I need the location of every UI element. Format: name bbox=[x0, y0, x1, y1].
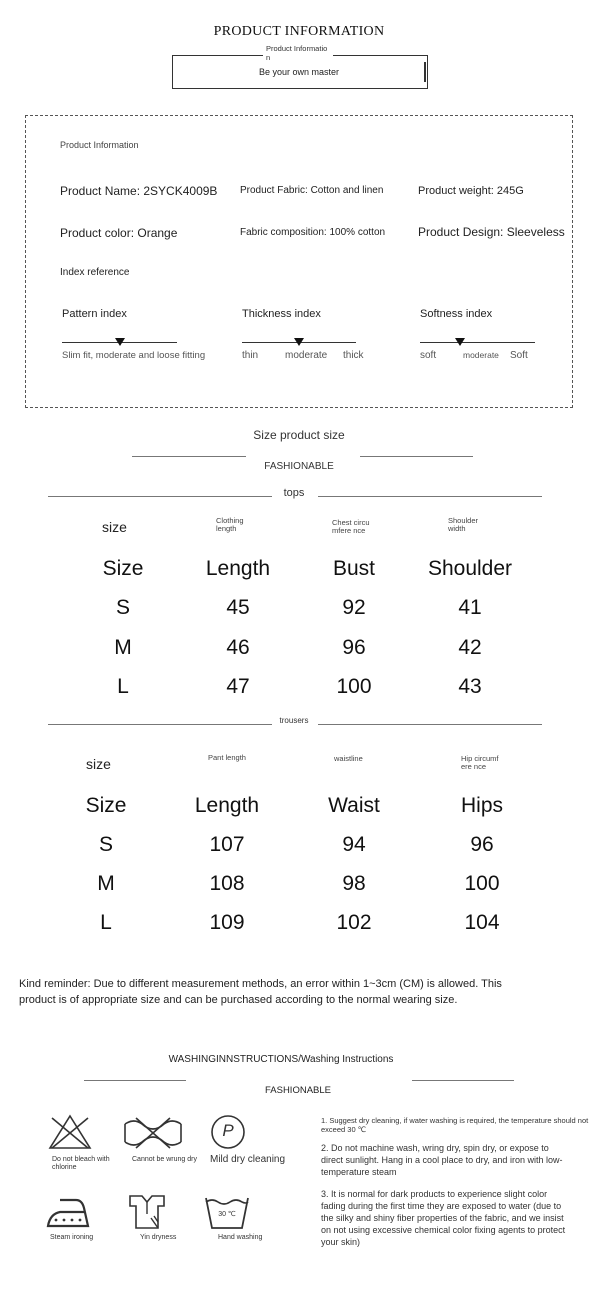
tops-label: tops bbox=[283, 487, 305, 499]
trousers-cell: 96 bbox=[470, 833, 494, 856]
trousers-cell: L bbox=[100, 911, 112, 934]
dry-clean-symbol: P bbox=[222, 1121, 234, 1140]
kind-reminder: Kind reminder: Due to different measurement methods, an error within 1~3cm (CM) is allowed. This product is of appropriate size and can be purchased according to the normal wearing size. bbox=[19, 978, 502, 1006]
product-color: Product color: Orange bbox=[60, 226, 178, 240]
tops-header-shoulder: Shoulder bbox=[427, 557, 513, 580]
washing-divider-left bbox=[84, 1080, 186, 1081]
softness-label-moderate: moderate bbox=[463, 350, 499, 360]
trousers-divider-left bbox=[48, 724, 272, 725]
product-info-box bbox=[25, 115, 573, 408]
size-divider-left bbox=[132, 456, 246, 457]
hand-wash-label: Hand washing bbox=[218, 1234, 263, 1241]
tops-cell: 100 bbox=[336, 675, 372, 698]
trousers-small-header-size: size bbox=[86, 756, 111, 772]
tops-cell: M bbox=[114, 636, 132, 659]
tops-cell: 45 bbox=[226, 596, 250, 619]
washing-subtitle: FASHIONABLE bbox=[265, 1085, 331, 1096]
pattern-index-label: Slim fit, moderate and loose fitting bbox=[62, 350, 206, 361]
trousers-cell: M bbox=[97, 872, 115, 895]
trousers-small-header-waist: waistline bbox=[334, 754, 363, 763]
trousers-cell: 94 bbox=[342, 833, 366, 856]
steam-iron-label: Steam ironing bbox=[50, 1234, 94, 1241]
thickness-index-marker bbox=[294, 338, 304, 346]
trousers-cell: 108 bbox=[209, 872, 245, 895]
trousers-cell: 102 bbox=[336, 911, 372, 934]
softness-label-soft-2: Soft bbox=[510, 350, 528, 361]
tops-cell: 47 bbox=[226, 675, 250, 698]
washing-divider-right bbox=[412, 1080, 514, 1081]
tops-cell: 42 bbox=[458, 636, 482, 659]
shade-dry-icon bbox=[128, 1194, 166, 1235]
thickness-index-title: Thickness index bbox=[242, 308, 321, 320]
washing-note-3: 3. It is normal for dark products to experience slight color fading during the first time they are exposed to water (due to the silky and shiny fiber properties of the fabric, and we insist on not using excessive chemical color fixing agents to protect your skin) bbox=[321, 1189, 566, 1247]
tops-cell: S bbox=[115, 596, 130, 619]
thickness-label-thick: thick bbox=[343, 350, 364, 361]
tops-small-header-length: Clothing length bbox=[216, 516, 244, 533]
no-wring-icon bbox=[122, 1116, 184, 1155]
product-design: Product Design: Sleeveless bbox=[418, 225, 565, 239]
hand-wash-temp: 30 ℃ bbox=[218, 1211, 236, 1218]
shade-dry-label: Yin dryness bbox=[140, 1234, 177, 1241]
page-title: PRODUCT INFORMATION bbox=[213, 24, 385, 39]
tops-small-header-size: size bbox=[102, 519, 127, 535]
product-name: Product Name: 2SYCK4009B bbox=[60, 184, 218, 198]
index-reference-label: Index reference bbox=[60, 267, 130, 278]
header-box-tab-text: Product Informatio n bbox=[266, 44, 328, 62]
size-section-subtitle: FASHIONABLE bbox=[264, 461, 334, 472]
tops-header-size: Size bbox=[102, 557, 144, 580]
washing-title: WASHINGINNSTRUCTIONS/Washing Instructions bbox=[168, 1054, 394, 1065]
trousers-small-header-length: Pant length bbox=[208, 753, 246, 762]
dry-clean-label: Mild dry cleaning bbox=[210, 1154, 286, 1165]
pattern-index-title: Pattern index bbox=[62, 308, 127, 320]
trousers-cell: 109 bbox=[209, 911, 245, 934]
tops-header-length: Length bbox=[205, 557, 271, 580]
size-divider-right bbox=[360, 456, 473, 457]
softness-index-scale bbox=[420, 342, 535, 343]
trousers-header-waist: Waist bbox=[328, 794, 380, 817]
washing-note-1: 1. Suggest dry cleaning, if water washing is required, the temperature should not exceed 30 ℃ bbox=[321, 1116, 589, 1134]
tops-cell: 46 bbox=[226, 636, 250, 659]
header-box-text: Be your own master bbox=[258, 67, 340, 77]
thickness-label-thin: thin bbox=[242, 350, 259, 361]
trousers-cell: S bbox=[98, 833, 113, 856]
tops-cell: 96 bbox=[342, 636, 366, 659]
softness-label-soft: soft bbox=[420, 350, 437, 361]
tops-divider-right bbox=[318, 496, 542, 497]
trousers-cell: 104 bbox=[464, 911, 500, 934]
tops-cell: 43 bbox=[458, 675, 482, 698]
steam-iron-icon bbox=[46, 1194, 92, 1235]
tops-cell: 92 bbox=[342, 596, 366, 619]
trousers-label: trousers bbox=[279, 716, 309, 725]
washing-note-2: 2. Do not machine wash, wring dry, spin dry, or expose to direct sunlight. Hang in a cool place to dry, and iron with low-temperature steam bbox=[321, 1143, 563, 1177]
trousers-cell: 107 bbox=[209, 833, 245, 856]
product-info-label: Product Information bbox=[60, 140, 139, 150]
tops-cell: L bbox=[117, 675, 129, 698]
trousers-header-hips: Hips bbox=[460, 794, 503, 817]
thickness-label-moderate: moderate bbox=[285, 350, 328, 361]
product-fabric: Product Fabric: Cotton and linen bbox=[240, 185, 384, 196]
header-box-bar bbox=[424, 62, 426, 82]
trousers-divider-right bbox=[318, 724, 542, 725]
tops-divider-left bbox=[48, 496, 272, 497]
no-wring-label: Cannot be wrung dry bbox=[132, 1156, 197, 1163]
tops-small-header-bust: Chest circumfere nce bbox=[332, 518, 370, 535]
trousers-small-header-hips: Hip circumfere nce bbox=[461, 754, 499, 771]
no-bleach-label: Do not bleach with chlorine bbox=[52, 1156, 110, 1171]
softness-index-title: Softness index bbox=[420, 308, 493, 320]
tops-small-header-shoulder: Shoulder width bbox=[448, 516, 479, 533]
size-section-title: Size product size bbox=[253, 428, 345, 442]
trousers-header-length: Length bbox=[194, 794, 260, 817]
tops-cell: 41 bbox=[458, 596, 482, 619]
pattern-index-marker bbox=[115, 338, 125, 346]
product-weight: Product weight: 245G bbox=[418, 185, 524, 197]
trousers-cell: 100 bbox=[464, 872, 500, 895]
trousers-cell: 98 bbox=[342, 872, 366, 895]
no-bleach-icon bbox=[48, 1112, 92, 1155]
trousers-header-size: Size bbox=[85, 794, 127, 817]
softness-index-marker bbox=[455, 338, 465, 346]
fabric-composition: Fabric composition: 100% cotton bbox=[240, 227, 386, 238]
tops-header-bust: Bust bbox=[332, 557, 376, 580]
